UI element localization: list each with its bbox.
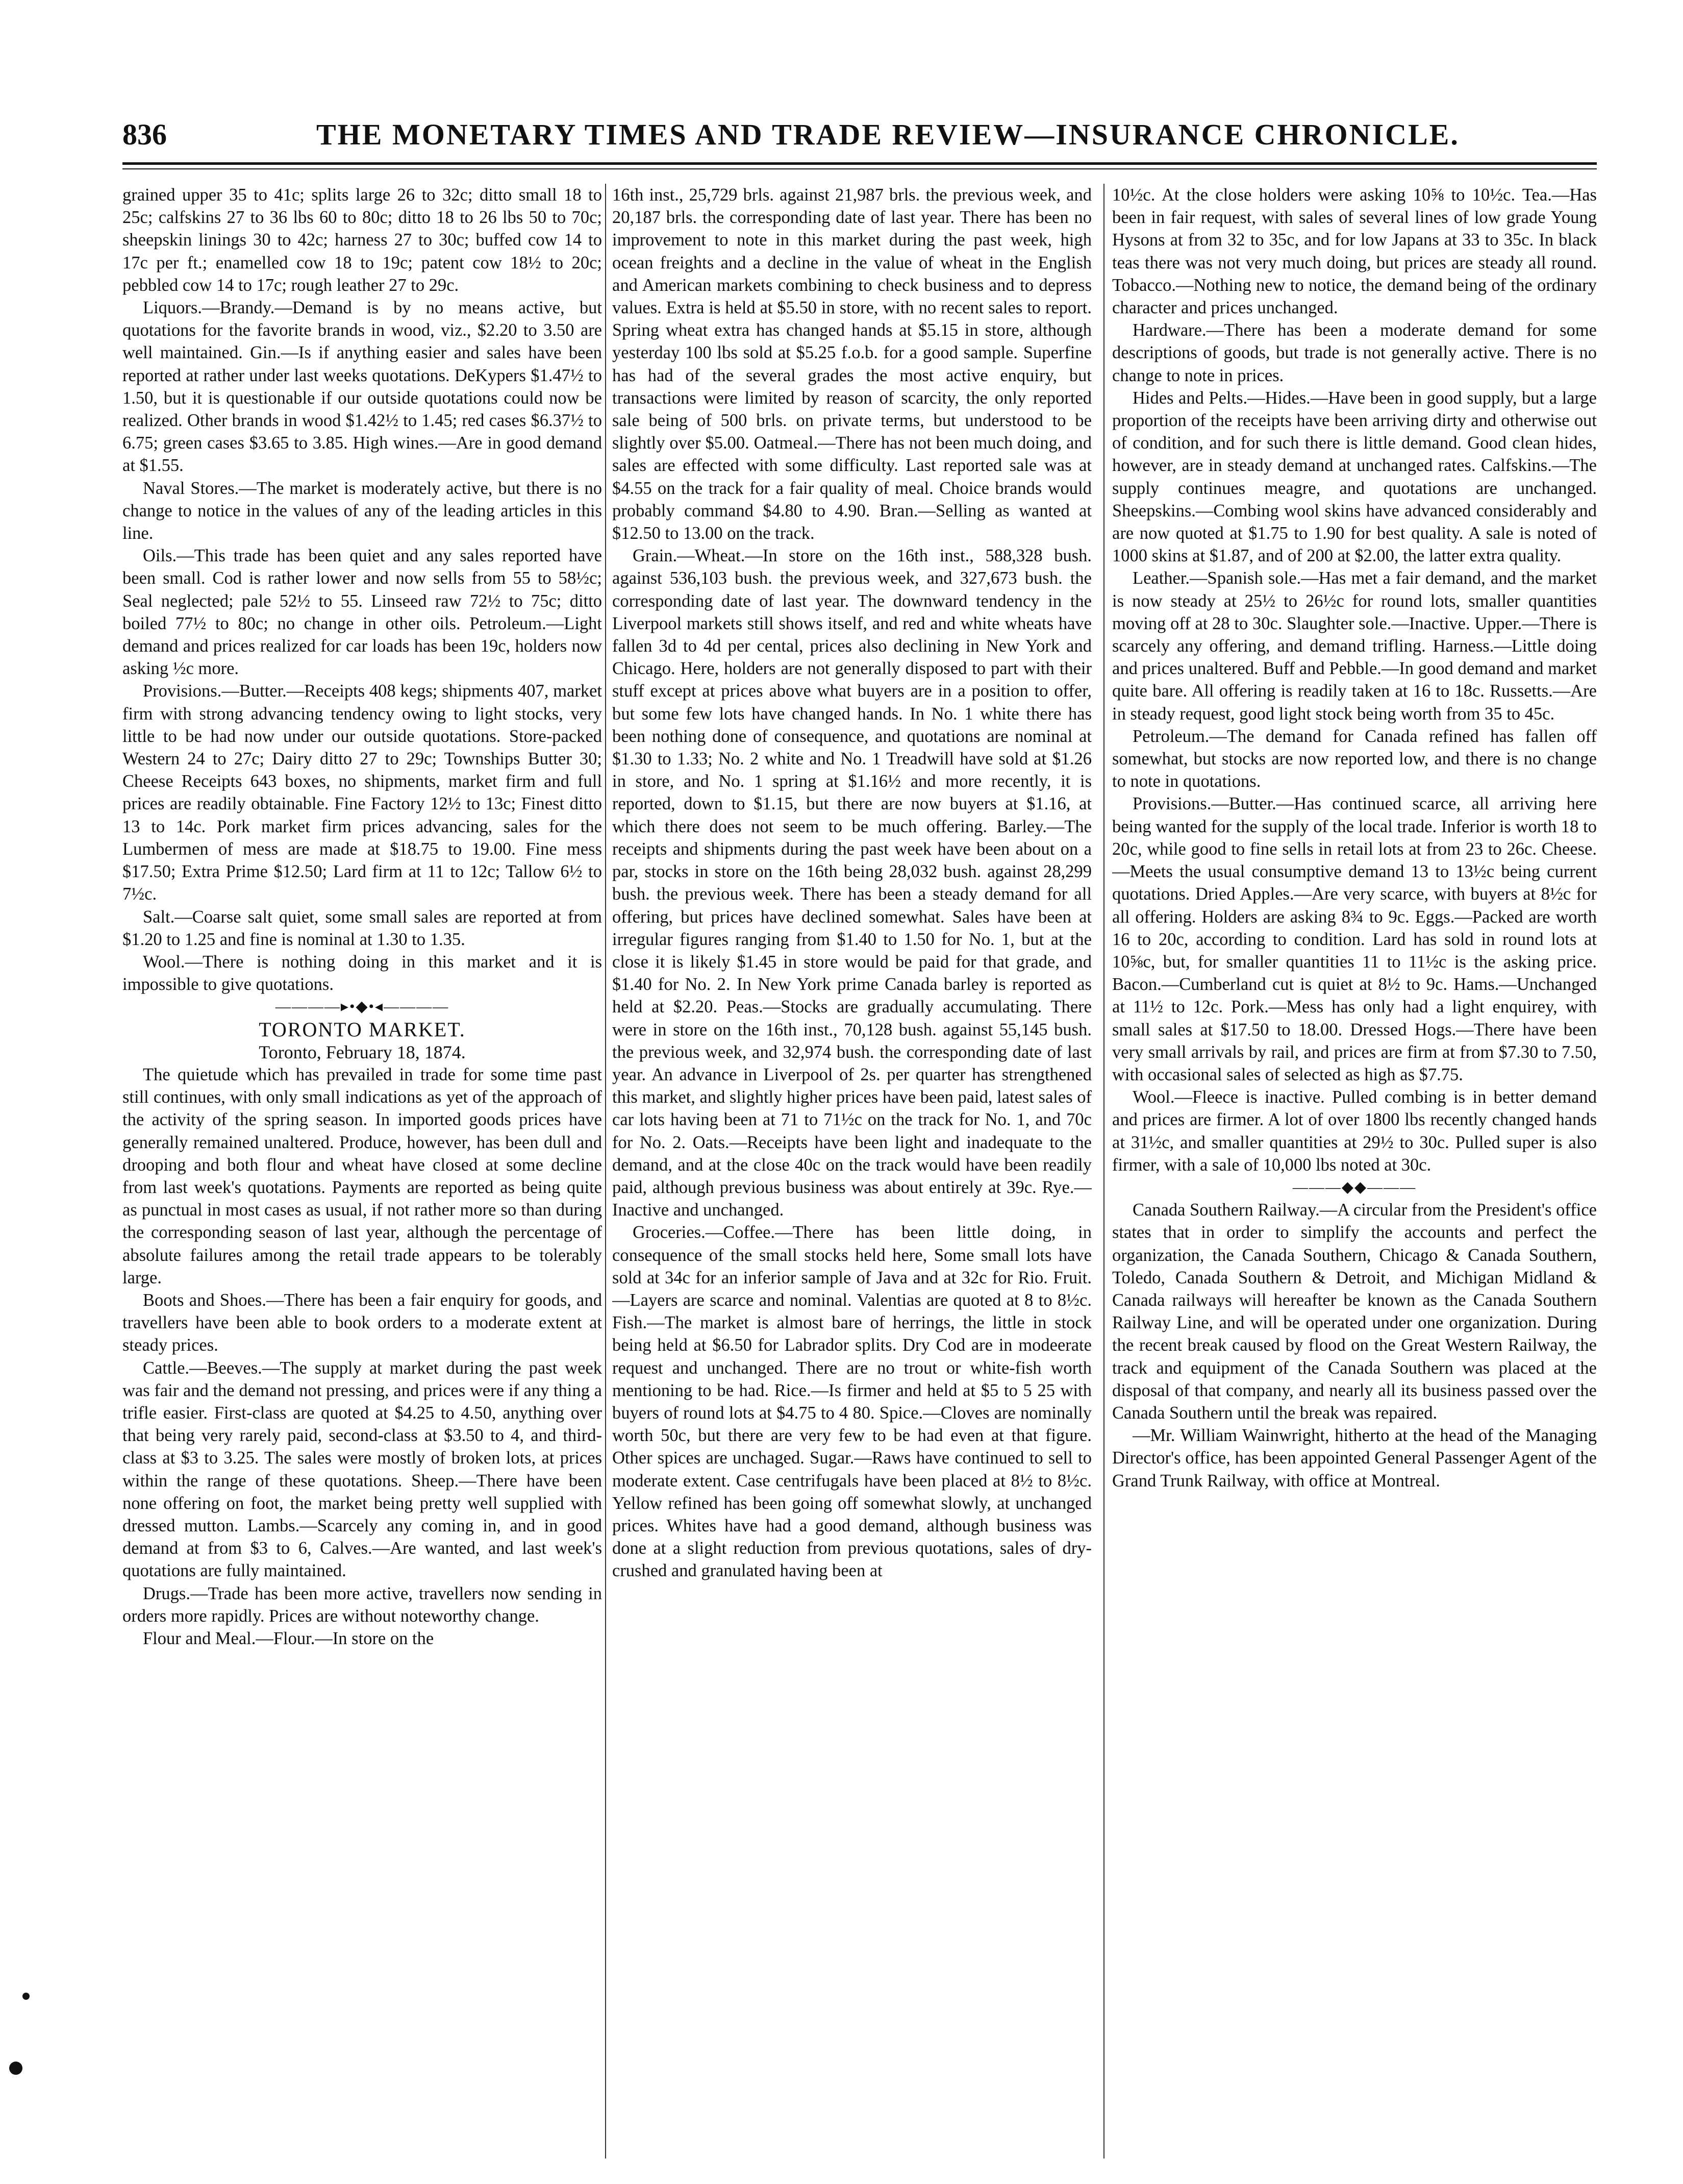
dateline: Toronto, February 18, 1874. bbox=[259, 1041, 466, 1062]
paragraph-intro: The quietude which has prevailed in trade for some time past still continues, with only small indications as yet of the approach of the activity of the spring season. In imported goods prices have generally remained unaltered. Produce, however, has been dull and drooping and both flour and wheat have closed at some decline from last week's quotations. Payments are reported as being quite as punctual in most cases as usual, if not rather more so than during the corresponding season of last year, although the percentage of absolute failures among the retail trade appears to be tolerably large. bbox=[122, 1064, 602, 1287]
paragraph-oils: Oils.—This trade has been quiet and any sales reported have been small. Cod is rather lower and now sells from 55 to 58½c; Seal neglected; pale 52½ to 55. Linseed raw 72½ to 75c; ditto boiled 77½ to 80c; no change in other oils. Petroleum.—Light demand and prices realized for car loads has been 19c, holders now asking ½c more. bbox=[122, 546, 602, 679]
paragraph-leather-continued: grained upper 35 to 41c; splits large 26 to 32c; ditto small 18 to 25c; calfskins 27 to 36 lbs 60 to 80c; ditto 18 to 26 lbs 50 to 70c; sheepskin linings 30 to 42c; harness 27 to 30c; buffed cow 14 to 17c per ft.; enamelled cow 18 to 19c; patent cow 18½ to 20c; pebbled cow 14 to 17c; rough leather 27 to 29c. bbox=[122, 185, 602, 295]
column-3 bbox=[1112, 184, 1597, 2158]
page-header bbox=[122, 117, 1597, 158]
paragraph-provisions: Provisions.—Butter.—Receipts 408 kegs; shipments 407, market firm with strong advancing tendency owing to light stocks, very little to be had now under our outside quotations. Store-packed Western 24 to 27c; Dairy ditto 27 to 29c; Townships Butter 30; Cheese Receipts 643 boxes, no shipments, market firm and full prices are readily obtainable. Fine Factory 12½ to 13c; Finest ditto 13 to 14c. Pork market firm prices advancing, sales for the Lumbermen of mess are made at $18.75 to 19.00. Fine mess $17.50; Extra Prime $12.50; Lard firm at 11 to 12c; Tallow 6½ to 7½c. bbox=[122, 681, 602, 904]
paragraph-cattle: Cattle.—Beeves.—The supply at market during the past week was fair and the demand not pressing, and prices were if any thing a trifle easier. First-class are quoted at $4.25 to 4.50, anything over that being very rarely paid, second-class at $3.50 to 4, and third-class at $3 to 3.25. The sales were mostly of broken lots, at prices within the range of these quotations. Sheep.—There have been none offering on foot, the market being pretty well supplied with dressed mutton. Lambs.—Scarcely any coming in, and in good demand at from $3 to 6, Calves.—Are wanted, and last week's quotations are fully maintained. bbox=[122, 1358, 602, 1581]
paragraph-naval-stores: Naval Stores.—The market is moderately active, but there is no change to notice in the values of any of the leading articles in this line. bbox=[122, 478, 602, 543]
paragraph-flour-meal: Flour and Meal.—Flour.—In store on the bbox=[143, 1629, 434, 1648]
paragraph-petroleum: Petroleum.—The demand for Canada refined has fallen off somewhat, but stocks are now reported low, and there is no change to note in quotations. bbox=[1112, 726, 1597, 791]
toronto-market-heading: TORONTO MARKET. bbox=[259, 1017, 466, 1041]
header-rule-thick bbox=[122, 162, 1597, 165]
margin-speck bbox=[22, 1993, 30, 2000]
paragraph-canada-southern: Canada Southern Railway.—A circular from the President's office states that in order to simplify the accounts and perfect the organization, the Canada Southern, Chicago & Canada Southern, Toledo, Canada Southern & Detroit, and Michigan Midland & Canada railways will hereafter be known as the Canada Southern Railway Line, and will be operated under one organization. During the recent break caused by flood on the Great Western Railway, the track and equipment of the Canada Southern was placed at the disposal of that company, and nearly all its business passed over the Canada Southern until the break was repaired. bbox=[1112, 1200, 1597, 1423]
paragraph-provisions-toronto: Provisions.—Butter.—Has continued scarce, all arriving here being wanted for the supply of the local trade. Inferior is worth 18 to 20c, while good to fine sells in retail lots at from 23 to 26c. Cheese.—Meets the usual consumptive demand 13 to 13½c being current quotations. Dried Apples.—Are very scarce, with buyers at 8½c for all offering. Holders are asking 8¾ to 9c. Eggs.—Packed are worth 16 to 20c, according to condition. Lard has sold in round lots at 10⅝c, but, for smaller quantities 11 to 11½c is the asking price. Bacon.—Cumberland cut is quiet at 8½ to 9c. Hams.—Unchanged at 11½ to 12c. Pork.—Mess has only had a light enquirey, with small sales at $17.50 to 18.00. Dressed Hogs.—There have been very small arrivals by rail, and prices are firm at from $7.30 to 7.50, with occasional sales of selected as high as $7.75. bbox=[1112, 794, 1597, 1084]
paragraph-drugs: Drugs.—Trade has been more active, travellers now sending in orders more rapidly. Prices are without noteworthy change. bbox=[122, 1583, 602, 1626]
column-divider-2 bbox=[1103, 184, 1104, 2158]
section-ornament: ————▸•◆•◂———— bbox=[275, 998, 449, 1015]
page-number: 836 bbox=[122, 118, 167, 151]
paragraph-wainwright: —Mr. William Wainwright, hitherto at the head of the Managing Director's office, has been appointed General Passenger Agent of the Grand Trunk Railway, with office at Montreal. bbox=[1112, 1426, 1597, 1491]
section-ornament-2: ———◆◆——— bbox=[1292, 1178, 1417, 1196]
paragraph-leather: Leather.—Spanish sole.—Has met a fair demand, and the market is now steady at 25½ to 26½c for round lots, smaller quantities moving off at 28 to 30c. Slaughter sole.—Inactive. Upper.—There is scarcely any offering, and demand trifling. Harness.—Little doing and prices unaltered. Buff and Pebble.—In good demand and market quite bare. All offering is readily taken at 16 to 18c. Russetts.—Are in steady request, good light stock being worth from 35 to 45c. bbox=[1112, 568, 1597, 724]
running-title: THE MONETARY TIMES AND TRADE REVIEW—INSURANCE CHRONICLE. bbox=[316, 118, 1460, 151]
paragraph-liquors: Liquors.—Brandy.—Demand is by no means active, but quotations for the favorite brands in wood, viz., $2.20 to 3.50 are well maintained. Gin.—Is if anything easier and sales have been reported at rather under last weeks quotations. DeKypers $1.47½ to 1.50, but it is questionable if our outside quotations could now be realized. Other brands in wood $1.42½ to 1.45; red cases $6.37½ to 6.75; green cases $3.65 to 3.85. High wines.—Are in good demand at $1.55. bbox=[122, 298, 602, 476]
column-2 bbox=[612, 184, 1092, 2158]
paragraph-salt: Salt.—Coarse salt quiet, some small sales are reported at from $1.20 to 1.25 and fine is nominal at 1.30 to 1.35. bbox=[122, 907, 602, 949]
paragraph-flour-continued: 16th inst., 25,729 brls. against 21,987 brls. the previous week, and 20,187 brls. the corresponding date of last year. There has been no improvement to note in this market during the past week, high ocean freights and a decline in the value of wheat in the English and American markets combining to check business and to depress values. Extra is held at $5.50 in store, with no recent sales to report. Spring wheat extra has changed hands at $5.15 in store, although yesterday 100 lbs sold at $5.25 f.o.b. for a good sample. Superfine has had of the several grades the most active enquiry, but transactions were limited by reason of scarcity, the only reported sale being of 500 brls. on private terms, but understood to be slightly over $5.00. Oatmeal.—There has not been much doing, and sales are effected with some difficulty. Last reported sale was at $4.55 on the track for a fair quality of meal. Choice brands would probably command $4.80 to 4.90. Bran.—Selling as wanted at $12.50 to 13.00 on the track. bbox=[612, 185, 1092, 543]
paragraph-hardware: Hardware.—There has been a moderate demand for some descriptions of goods, but trade is not generally active. There is no change to note in prices. bbox=[1112, 320, 1597, 385]
paragraph-boots-shoes: Boots and Shoes.—There has been a fair enquiry for goods, and travellers have been able to book orders to a moderate extent at steady prices. bbox=[122, 1290, 602, 1355]
header-rule-thin bbox=[122, 168, 1597, 169]
paragraph-grain: Grain.—Wheat.—In store on the 16th inst., 588,328 bush. against 536,103 bush. the previous week, and 327,673 bush. the corresponding date of last year. The downward tendency in the Liverpool markets still shows itself, and red and white wheats have fallen 3d to 4d per cental, prices also declining in New York and Chicago. Here, holders are not generally disposed to part with their stuff except at prices above what buyers are in a position to offer, but some few lots have changed hands. In No. 1 white there has been nothing done of consequence, and quotations are nominal at $1.30 to 1.33; No. 2 white and No. 1 Treadwill have sold at $1.26 in store, and No. 1 spring at $1.16½ and more recently, it is reported, down to $1.15, but there are now buyers at $1.16, at which there does not seem to be much offering. Barley.—The receipts and shipments during the past week have been about on a par, stocks in store on the 16th being 28,032 bush. against 28,299 bush. the previous week. There has been a steady demand for all offering, but prices have declined somewhat. Sales have been at irregular figures ranging from $1.40 to 1.50 for No. 1, but at the close it is likely $1.45 in store would be paid for that grade, and $1.40 for No. 2. In New York prime Canada barley is reported as held at $2.20. Peas.—Stocks are gradually accumulating. There were in store on the 16th inst., 70,128 bush. against 55,145 bush. the previous week, and 32,974 bush. the corresponding date of last year. An advance in Liverpool of 2s. per quarter has strengthened this market, and slightly higher prices have been paid, latest sales of car lots having been at 71 to 71½c on the track for No. 1, and 70c for No. 2. Oats.—Receipts have been light and inadequate to the demand, and at the close 40c on the track would have been readily paid, although previous business was about entirely at 39c. Rye.—Inactive and unchanged. bbox=[612, 546, 1092, 1220]
margin-speck-large bbox=[9, 2062, 22, 2075]
paragraph-wool-toronto: Wool.—Fleece is inactive. Pulled combing is in better demand and prices are firmer. A lot of over 1800 lbs recently changed hands at 31½c, and smaller quantities at 29½ to 30c. Pulled super is also firmer, with a sale of 10,000 lbs noted at 30c. bbox=[1112, 1087, 1597, 1175]
paragraph-groceries: Groceries.—Coffee.—There has been little doing, in consequence of the small stocks held here, Some small lots have sold at 34c for an inferior sample of Java and at 32c for Rio. Fruit.—Layers are scarce and nominal. Valentias are quoted at 8 to 8½c. Fish.—The market is almost bare of herrings, the little in stock being held at $6.50 for Labrador splits. Dry Cod are in modeerate request and unchanged. There are no trout or white-fish worth mentioning to be had. Rice.—Is firmer and held at $5 to 5 25 with buyers of round lots at $4.75 to 4 80. Spice.—Cloves are nominally worth 50c, but there are very few to be had even at that figure. Other spices are unchaged. Sugar.—Raws have continued to sell to moderate extent. Case centrifugals have been placed at 8½ to 8½c. Yellow refined has been going off somewhat slowly, at unchanged prices. Whites have had a good demand, although business was done at a slight reduction from previous quotations, sales of dry-crushed and granulated having been at bbox=[612, 1223, 1092, 1581]
column-divider-1 bbox=[605, 184, 606, 2158]
paragraph-groceries-continued: 10½c. At the close holders were asking 10⅝ to 10½c. Tea.—Has been in fair request, with sales of several lines of low grade Young Hysons at from 32 to 35c, and for low Japans at 33 to 35c. In black teas there was not very much doing, but prices are steady all round. Tobacco.—Nothing new to notice, the demand being of the ordinary character and prices unchanged. bbox=[1112, 185, 1597, 318]
column-1 bbox=[122, 184, 602, 2158]
paragraph-wool: Wool.—There is nothing doing in this market and it is impossible to give quotations. bbox=[122, 952, 602, 995]
paragraph-hides-pelts: Hides and Pelts.—Hides.—Have been in good supply, but a large proportion of the receipts have been arriving dirty and otherwise out of condition, and for such there is little demand. Good clean hides, however, are in steady demand at unchanged rates. Calfskins.—The supply continues meagre, and quotations are unchanged. Sheepskins.—Combing wool skins have advanced considerably and are now quoted at $1.75 to 1.90 for best quality. A sale is noted of 1000 skins at $1.87, and of 200 at $2.00, the latter extra quality. bbox=[1112, 388, 1597, 566]
